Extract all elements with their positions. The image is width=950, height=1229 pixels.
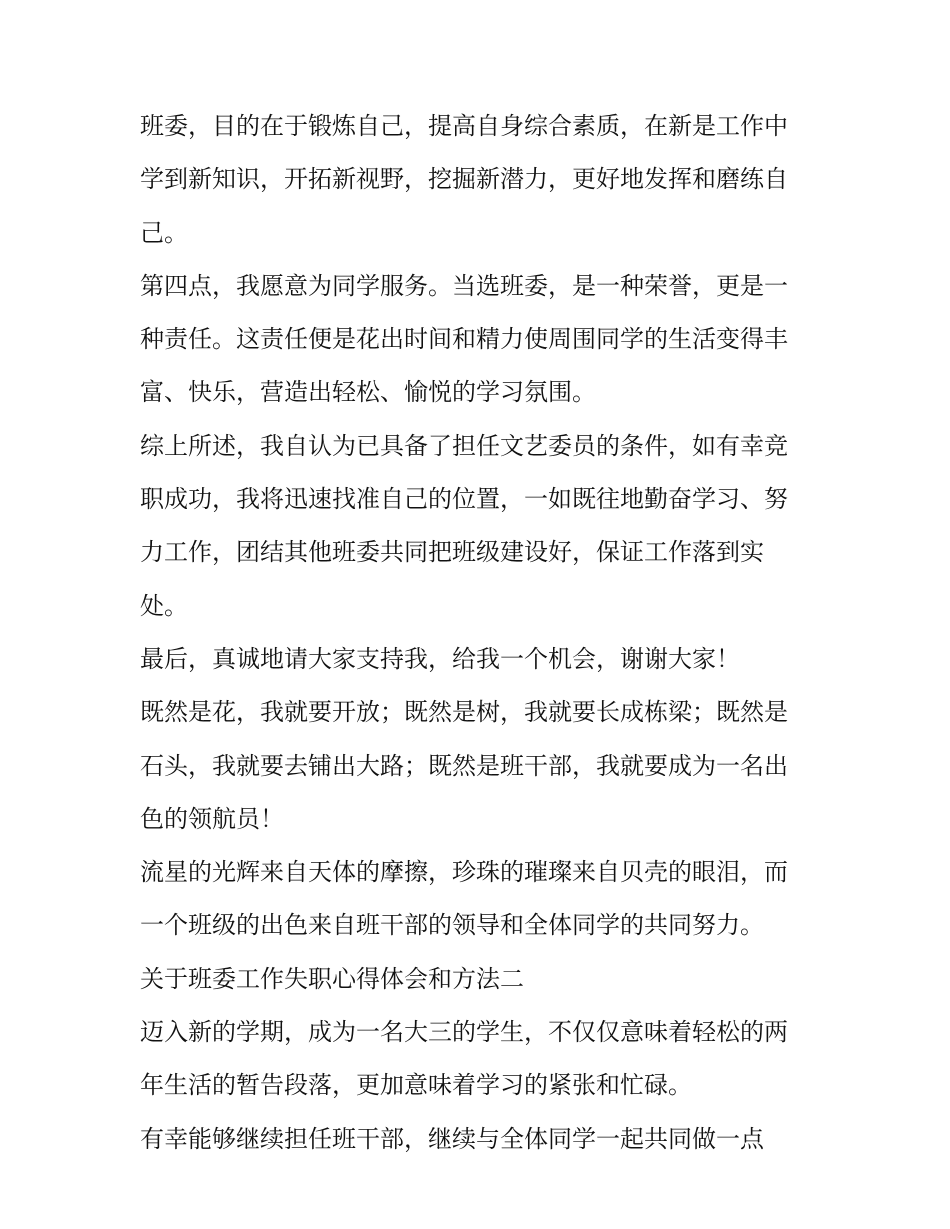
- document-body: [140, 100, 820, 1166]
- text-line: 学到新知识，开拓新视野，挖掘新潜力，更好地发挥和磨练自: [140, 165, 788, 194]
- text-line: 种责任。这责任便是花出时间和精力使周围同学的生活变得丰: [140, 325, 788, 354]
- section-heading: 关于班委工作失职心得体会和方法二: [140, 964, 524, 993]
- text-line: 己。: [140, 218, 188, 247]
- text-line: 一个班级的出色来自班干部的领导和全体同学的共同努力。: [140, 911, 764, 940]
- text-line: 第四点，我愿意为同学服务。当选班委，是一种荣誉，更是一: [140, 271, 788, 300]
- text-line: 既然是花，我就要开放；既然是树，我就要长成栋梁；既然是: [140, 698, 788, 727]
- text-line: 有幸能够继续担任班干部，继续与全体同学一起共同做一点: [140, 1124, 764, 1153]
- text-line: 迈入新的学期，成为一名大三的学生，不仅仅意味着轻松的两: [140, 1018, 788, 1047]
- text-line: 班委，目的在于锻炼自己，提高自身综合素质，在新是工作中: [140, 112, 788, 140]
- text-line: 色的领航员！: [140, 804, 284, 833]
- text-line: 石头，我就要去铺出大路；既然是班干部，我就要成为一名出: [140, 751, 788, 780]
- text-line: 富、快乐，营造出轻松、愉悦的学习氛围。: [140, 378, 596, 407]
- text-line: 力工作，团结其他班委共同把班级建设好，保证工作落到实: [140, 538, 764, 567]
- text-line: 综上所述，我自认为已具备了担任文艺委员的条件，如有幸竞: [140, 431, 788, 460]
- text-line: 职成功，我将迅速找准自己的位置，一如既往地勤奋学习、努: [140, 485, 788, 514]
- text-line: 年生活的暂告段落，更加意味着学习的紧张和忙碌。: [140, 1071, 692, 1100]
- text-line: 流星的光辉来自天体的摩擦，珍珠的璀璨来自贝壳的眼泪，而: [140, 858, 788, 887]
- text-line: 处。: [140, 591, 188, 620]
- text-line: 最后，真诚地请大家支持我，给我一个机会，谢谢大家！: [140, 644, 740, 673]
